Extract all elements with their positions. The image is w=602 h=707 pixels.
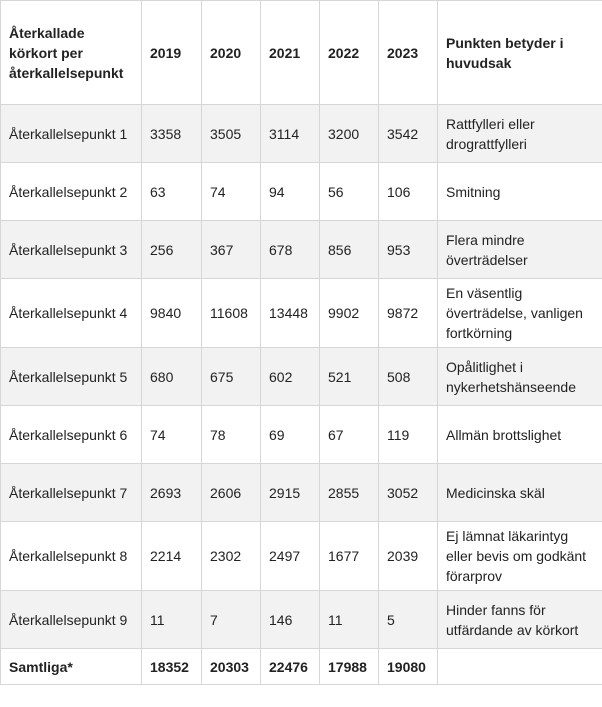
cell-2023: 119	[379, 406, 438, 464]
total-2019: 18352	[142, 649, 202, 685]
row-label: Återkallelsepunkt 7	[1, 464, 142, 522]
table-row	[1, 105, 602, 163]
row-label: Återkallelsepunkt 5	[1, 348, 142, 406]
cell-2019: 9840	[142, 279, 202, 348]
cell-2022: 1677	[320, 522, 379, 591]
cell-2020: 78	[202, 406, 261, 464]
cell-2020: 7	[202, 591, 261, 649]
row-label: Återkallelsepunkt 2	[1, 163, 142, 221]
table-row	[1, 279, 602, 348]
table-header-row	[1, 1, 602, 105]
cell-2022: 856	[320, 221, 379, 279]
cell-2023: 9872	[379, 279, 438, 348]
cell-2019: 11	[142, 591, 202, 649]
cell-2021: 2915	[261, 464, 320, 522]
row-label: Återkallelsepunkt 1	[1, 105, 142, 163]
cell-2022: 2855	[320, 464, 379, 522]
cell-2021: 3114	[261, 105, 320, 163]
row-label: Återkallelsepunkt 8	[1, 522, 142, 591]
row-meaning: Smitning	[438, 163, 602, 221]
cell-2022: 56	[320, 163, 379, 221]
cell-2023: 5	[379, 591, 438, 649]
total-2021: 22476	[261, 649, 320, 685]
cell-2023: 3542	[379, 105, 438, 163]
header-year-2021: 2021	[261, 1, 320, 105]
cell-2022: 9902	[320, 279, 379, 348]
row-meaning: Rattfylleri eller drograttfylleri	[438, 105, 602, 163]
cell-2019: 74	[142, 406, 202, 464]
row-meaning: Ej lämnat läkarintyg eller bevis om godkänt förarprov	[438, 522, 602, 591]
row-meaning: Flera mindre överträdelser	[438, 221, 602, 279]
cell-2019: 3358	[142, 105, 202, 163]
table-row	[1, 163, 602, 221]
cell-2019: 63	[142, 163, 202, 221]
cell-2023: 508	[379, 348, 438, 406]
row-label: Återkallelsepunkt 9	[1, 591, 142, 649]
cell-2022: 3200	[320, 105, 379, 163]
header-year-2022: 2022	[320, 1, 379, 105]
cell-2021: 146	[261, 591, 320, 649]
header-year-2019: 2019	[142, 1, 202, 105]
table-row	[1, 406, 602, 464]
cell-2021: 2497	[261, 522, 320, 591]
total-2023: 19080	[379, 649, 438, 685]
total-label: Samtliga*	[1, 649, 142, 685]
row-meaning: En väsentlig överträdelse, vanligen fortkörning	[438, 279, 602, 348]
header-year-2023: 2023	[379, 1, 438, 105]
row-meaning: Medicinska skäl	[438, 464, 602, 522]
cell-2020: 2606	[202, 464, 261, 522]
cell-2023: 106	[379, 163, 438, 221]
cell-2021: 602	[261, 348, 320, 406]
table-row	[1, 522, 602, 591]
cell-2019: 2693	[142, 464, 202, 522]
cell-2023: 953	[379, 221, 438, 279]
cell-2019: 256	[142, 221, 202, 279]
total-meaning	[438, 649, 602, 685]
total-2020: 20303	[202, 649, 261, 685]
table-row	[1, 348, 602, 406]
cell-2023: 3052	[379, 464, 438, 522]
cell-2019: 680	[142, 348, 202, 406]
cell-2021: 94	[261, 163, 320, 221]
cell-2022: 11	[320, 591, 379, 649]
cell-2020: 3505	[202, 105, 261, 163]
row-label: Återkallelsepunkt 6	[1, 406, 142, 464]
cell-2022: 67	[320, 406, 379, 464]
table-row	[1, 464, 602, 522]
cell-2020: 2302	[202, 522, 261, 591]
cell-2020: 11608	[202, 279, 261, 348]
row-meaning: Opålitlighet i nykerhetshänseende	[438, 348, 602, 406]
cell-2023: 2039	[379, 522, 438, 591]
header-category: Återkallade körkort per återkallelsepunkt	[1, 1, 142, 105]
cell-2022: 521	[320, 348, 379, 406]
cell-2021: 13448	[261, 279, 320, 348]
table-row	[1, 221, 602, 279]
cell-2021: 69	[261, 406, 320, 464]
row-meaning: Allmän brottslighet	[438, 406, 602, 464]
cell-2020: 74	[202, 163, 261, 221]
total-2022: 17988	[320, 649, 379, 685]
table-row	[1, 591, 602, 649]
header-year-2020: 2020	[202, 1, 261, 105]
cell-2020: 367	[202, 221, 261, 279]
header-meaning: Punkten betyder i huvudsak	[438, 1, 602, 105]
row-meaning: Hinder fanns för utfärdande av körkort	[438, 591, 602, 649]
total-row	[1, 649, 602, 685]
cell-2020: 675	[202, 348, 261, 406]
row-label: Återkallelsepunkt 4	[1, 279, 142, 348]
cell-2019: 2214	[142, 522, 202, 591]
cell-2021: 678	[261, 221, 320, 279]
row-label: Återkallelsepunkt 3	[1, 221, 142, 279]
